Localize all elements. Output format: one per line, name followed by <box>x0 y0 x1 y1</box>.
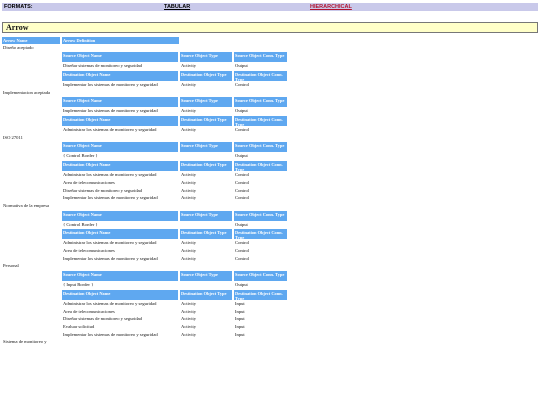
destination-object-conn-type: Control <box>235 81 250 87</box>
destination-object-name: Implementar los sistemas de monitoreo y seguridad <box>63 331 158 337</box>
destination-object-name: Area de telecomunicaciones <box>63 308 115 314</box>
destination-object-conn-type: Control <box>235 195 250 201</box>
destination-object-type: Activity <box>181 179 197 185</box>
source-object-conn-type-header: Source Object Conn. Type <box>234 52 287 62</box>
destination-object-conn-type: Input <box>235 323 245 329</box>
source-object-name: { Control Border } <box>63 153 98 159</box>
destination-object-conn-type: Control <box>235 172 250 178</box>
source-object-type-header: Source Object Type <box>180 142 232 152</box>
destination-object-type: Activity <box>181 172 197 178</box>
destination-object-conn-type: Control <box>235 248 250 253</box>
destination-object-conn-type: Input <box>235 300 245 306</box>
destination-object-name: Administrar los sistemas de monitoreo y seguridad <box>63 300 157 306</box>
destination-object-type: Activity <box>181 331 197 337</box>
destination-object-name-header: Destination Object Name <box>62 116 178 126</box>
destination-object-type: Activity <box>181 187 197 193</box>
source-object-conn-type: Output <box>235 221 248 227</box>
source-object-conn-type: Output <box>235 108 248 114</box>
destination-object-conn-type: Input <box>235 316 245 322</box>
destination-object-conn-type: Control <box>235 255 250 261</box>
source-object-name-header: Source Object Name <box>62 52 178 62</box>
destination-object-name-header: Destination Object Name <box>62 229 178 239</box>
page-title <box>2 22 538 33</box>
destination-object-type: Activity <box>181 195 197 201</box>
source-object-type-header: Source Object Type <box>180 52 232 62</box>
destination-object-conn-type-header: Destination Object Conn. Type <box>234 71 287 81</box>
destination-object-type-header: Destination Object Type <box>180 116 232 126</box>
destination-object-type: Activity <box>181 255 197 261</box>
source-object-type-header: Source Object Type <box>180 271 232 281</box>
destination-object-name: Administrar los sistemas de monitoreo y seguridad <box>63 240 157 246</box>
hierarchical-link[interactable]: HIERARCHICAL <box>310 4 352 10</box>
source-object-name: { Control Border } <box>63 221 98 227</box>
source-object-conn-type-header: Source Object Conn. Type <box>234 142 287 152</box>
source-object-name: Diseñar sistemas de monitoreo y seguridad <box>63 63 142 69</box>
arrow-name: Personal <box>3 263 19 269</box>
destination-object-type-header: Destination Object Type <box>180 290 232 300</box>
arrow-name-header: Arrow Name <box>2 37 60 44</box>
destination-object-conn-type: Control <box>235 179 250 185</box>
source-object-name-header: Source Object Name <box>62 97 178 107</box>
destination-object-name: Diseñar sistemas de monitoreo y seguridad <box>63 187 142 193</box>
destination-object-name: Implementar los sistemas de monitoreo y seguridad <box>63 81 158 87</box>
source-object-type-header: Source Object Type <box>180 97 232 107</box>
arrow-name: Sistema de monitoreo y <box>3 339 47 345</box>
source-object-name: { Input Border } <box>63 282 94 288</box>
page-title-text: Arrow <box>6 23 29 32</box>
source-object-name-header: Source Object Name <box>62 211 178 221</box>
destination-object-type: Activity <box>181 300 197 306</box>
destination-object-type: Activity <box>181 81 197 87</box>
tabular-link[interactable]: TABULAR <box>164 4 191 10</box>
destination-object-type-header: Destination Object Type <box>180 229 232 239</box>
source-object-name-header: Source Object Name <box>62 271 178 281</box>
destination-object-conn-type: Input <box>235 308 245 314</box>
source-object-conn-type-header: Source Object Conn. Type <box>234 211 287 221</box>
destination-object-conn-type-header: Destination Object Conn. Type <box>234 161 287 171</box>
destination-object-type: Activity <box>181 240 197 246</box>
source-object-conn-type: Output <box>235 153 248 159</box>
formats-bar <box>2 3 538 11</box>
destination-object-type: Activity <box>181 323 197 329</box>
destination-object-conn-type: Control <box>235 127 250 132</box>
destination-object-name-header: Destination Object Name <box>62 161 178 171</box>
destination-object-name: Implementar los sistemas de monitoreo y seguridad <box>63 195 158 201</box>
source-object-type: Activity <box>181 63 197 69</box>
destination-object-name: Area de telecomunicaciones <box>63 248 115 253</box>
destination-object-type-header: Destination Object Type <box>180 71 232 81</box>
destination-object-name: Implementar los sistemas de monitoreo y seguridad <box>63 255 158 261</box>
destination-object-type: Activity <box>181 248 197 253</box>
source-object-conn-type-header: Source Object Conn. Type <box>234 97 287 107</box>
arrow-definition-header: Arrow Definition <box>62 37 179 44</box>
destination-object-name: Administrar los sistemas de monitoreo y seguridad <box>63 127 157 132</box>
source-object-type: Activity <box>181 108 197 114</box>
destination-object-name: Administrar los sistemas de monitoreo y seguridad <box>63 172 157 178</box>
destination-object-conn-type-header: Destination Object Conn. Type <box>234 229 287 239</box>
arrow-name: Diseño aceptado <box>3 44 34 50</box>
source-object-name-header: Source Object Name <box>62 142 178 152</box>
destination-object-name: Evaluar solicitud <box>63 323 95 329</box>
destination-object-name: Diseñar sistemas de monitoreo y seguridad <box>63 316 142 322</box>
source-object-conn-type: Output <box>235 63 248 69</box>
destination-object-conn-type: Input <box>235 331 245 337</box>
arrow-name: Normativa de la empresa <box>3 202 50 208</box>
arrow-name: Implementacion aceptada <box>3 89 51 95</box>
source-object-conn-type: Output <box>235 282 248 288</box>
source-object-name: Implementar los sistemas de monitoreo y seguridad <box>63 108 158 114</box>
destination-object-conn-type: Control <box>235 187 250 193</box>
source-object-type-header: Source Object Type <box>180 211 232 221</box>
source-object-conn-type-header: Source Object Conn. Type <box>234 271 287 281</box>
destination-object-conn-type: Control <box>235 240 250 246</box>
formats-label: FORMATS: <box>4 4 33 10</box>
destination-object-name-header: Destination Object Name <box>62 71 178 81</box>
destination-object-type: Activity <box>181 127 197 132</box>
destination-object-name-header: Destination Object Name <box>62 290 178 300</box>
destination-object-type: Activity <box>181 316 197 322</box>
destination-object-type: Activity <box>181 308 197 314</box>
arrow-name: ISO 27011 <box>3 134 23 140</box>
destination-object-conn-type-header: Destination Object Conn. Type <box>234 290 287 300</box>
destination-object-conn-type-header: Destination Object Conn. Type <box>234 116 287 126</box>
destination-object-type-header: Destination Object Type <box>180 161 232 171</box>
destination-object-name: Area de telecomunicaciones <box>63 179 115 185</box>
